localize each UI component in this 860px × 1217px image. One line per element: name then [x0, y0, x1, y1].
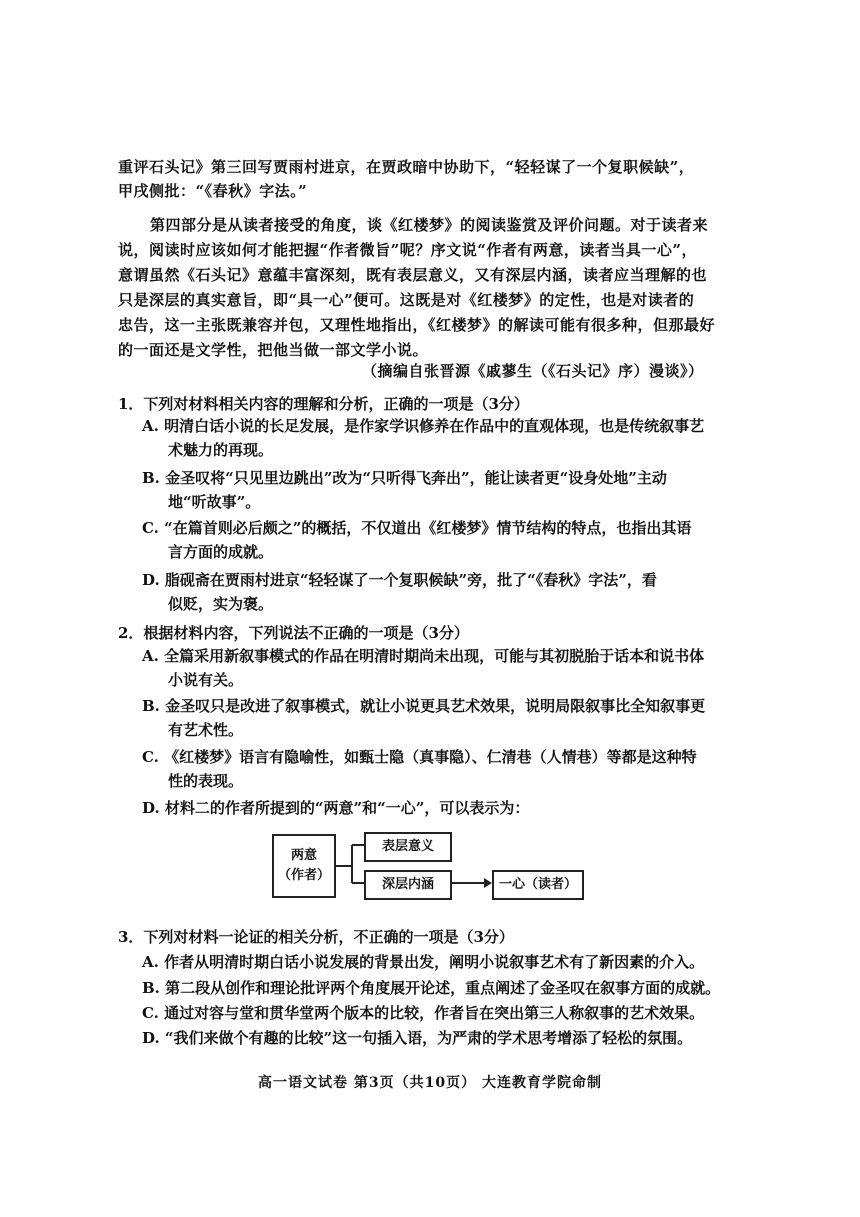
passage-line: 说，阅读时应该如何才能把握“作者微旨”呢？序文说“作者有两意，读者当具一心”， — [118, 241, 698, 259]
question-stem: 2．根据材料内容，下列说法不正确的一项是（3分） — [118, 624, 469, 642]
passage-line: 甲戌侧批：“《春秋》字法。” — [118, 182, 308, 200]
option-b: B. 金圣叹将“只见里边跳出”改为“只听得飞奔出”，能让读者更“设身处地”主动 — [142, 469, 667, 487]
option-b-cont: 地“听故事”。 — [168, 493, 261, 511]
option-d-cont: 似贬，实为褒。 — [168, 595, 274, 613]
diagram-left-line2: （作者） — [277, 868, 330, 883]
diagram-box-surface: 表层意义 — [364, 832, 452, 862]
option-d: D. 脂砚斋在贾雨村进京“轻轻谋了一个复职候缺”旁，批了“《春秋》字法”，看 — [142, 571, 657, 589]
option-a-cont: 术魅力的再现。 — [168, 441, 274, 459]
passage-line: 意谓虽然《石头记》意蕴丰富深刻，既有表层意义，又有深层内涵，读者应当理解的也 — [118, 266, 708, 284]
option-a: A. 作者从明清时期白话小说发展的背景出发，阐明小说叙事艺术有了新因素的介入。 — [142, 953, 705, 971]
passage-line: 重评石头记》第三回写贾雨村进京，在贾政暗中协助下，“轻轻谋了一个复职候缺”， — [118, 158, 695, 176]
option-c: C. 通过对容与堂和贯华堂两个版本的比较，作者旨在突出第三人称叙事的艺术效果。 — [142, 1004, 705, 1022]
diagram-box-two-meanings — [272, 834, 336, 898]
option-b: B. 第二段从创作和理论批评两个角度展开论述，重点阐述了金圣叹在叙事方面的成就。 — [142, 979, 721, 997]
option-b: B. 金圣叹只是改进了叙事模式，就让小说更具艺术效果，说明局限叙事比全知叙事更 — [142, 697, 706, 715]
diagram-box-one-heart: 一心（读者） — [492, 870, 584, 900]
option-c: C. “在篇首则必后颇之”的概括，不仅道出《红楼梦》情节结构的特点，也指出其语 — [142, 519, 692, 537]
question-stem: 3．下列对材料一论证的相关分析，不正确的一项是（3分） — [118, 928, 514, 946]
question-stem: 1．下列对材料相关内容的理解和分析，正确的一项是（3分） — [118, 395, 529, 413]
passage-line: 第四部分是从读者接受的角度，谈《红楼梦》的阅读鉴赏及评价问题。对于读者来 — [150, 216, 709, 234]
option-c-cont: 言方面的成就。 — [168, 543, 274, 561]
diagram-left-line1: 两意 — [290, 848, 317, 863]
passage-line: 只是深层的真实意旨，即“具一心”便可。这既是对《红楼梦》的定性，也是对读者的 — [118, 291, 695, 309]
passage-source: （摘编自张晋源《戚蓼生（《石头记》序）漫谈》） — [362, 362, 704, 380]
option-d: D. 材料二的作者所提到的“两意”和“一心”，可以表示为： — [142, 799, 530, 817]
option-c-cont: 性的表现。 — [168, 772, 244, 790]
option-c: C. 《红楼梦》语言有隐喻性，如甄士隐（真事隐）、仁清巷（人情巷）等都是这种特 — [142, 748, 697, 766]
diagram-box-deep: 深层内涵 — [364, 870, 452, 900]
passage-line: 的一面还是文学性，把他当做一部文学小说。 — [118, 341, 429, 359]
passage-line: 忠告，这一主张既兼容并包，又理性地指出，《红楼梦》的解读可能有很多种，但那最好 — [118, 316, 716, 334]
option-d: D. “我们来做个有趣的比较”这一句插入语，为严肃的学术思考增添了轻松的氛围。 — [142, 1029, 693, 1047]
option-a: A. 全篇采用新叙事模式的作品在明清时期尚未出现，可能与其初脱胎于话本和说书体 — [142, 647, 705, 665]
option-b-cont: 有艺术性。 — [168, 721, 244, 739]
page-footer: 高一语文试卷 第3页（共10页） 大连教育学院命制 — [258, 1075, 602, 1091]
option-a: A. 明清白话小说的长足发展，是作家学识修养在作品中的直观体现，也是传统叙事艺 — [142, 417, 705, 435]
option-a-cont: 小说有关。 — [168, 671, 244, 689]
